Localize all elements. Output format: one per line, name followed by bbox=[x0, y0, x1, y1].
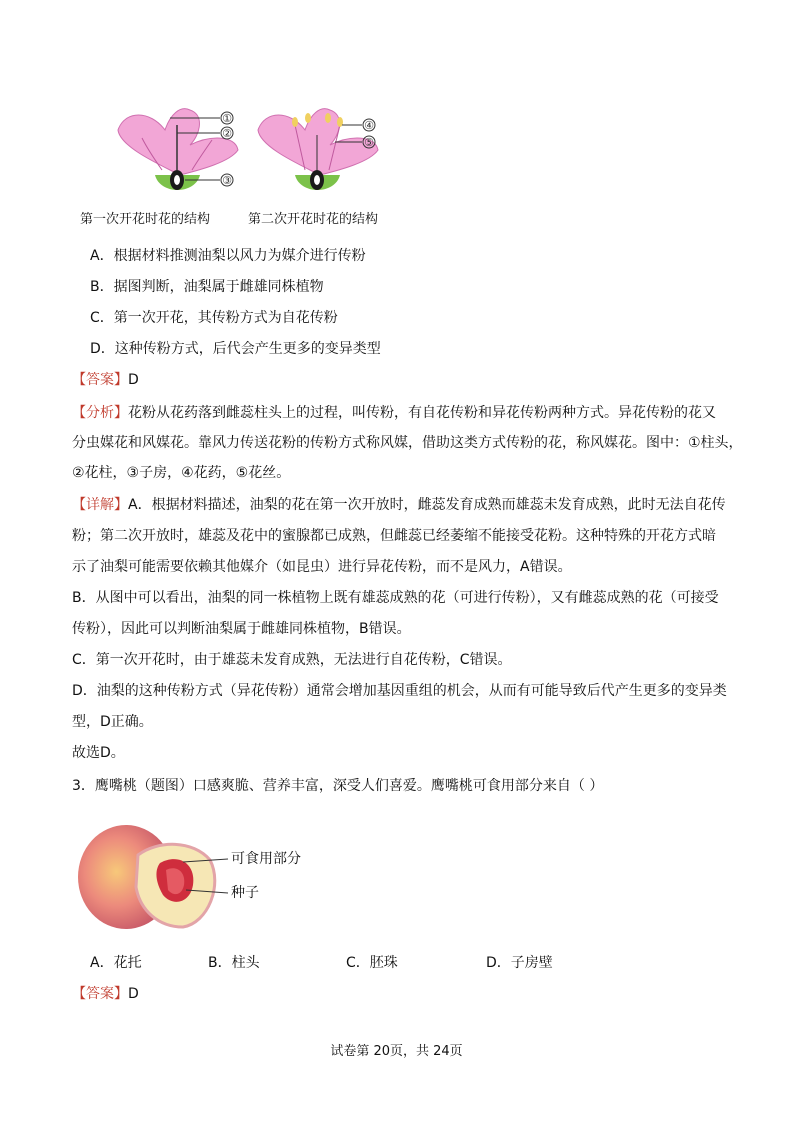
q3-option-c: C．胚珠 bbox=[346, 955, 398, 971]
q2-option-d: D．这种传粉方式，后代会产生更多的变异类型 bbox=[90, 341, 381, 357]
detail-tag: 【详解】 bbox=[72, 497, 128, 513]
analysis-line-2: 分虫媒花和风媒花。靠风力传送花粉的传粉方式称风媒，借助这类方式传粉的花，称风媒花。图中：①柱头， bbox=[72, 435, 743, 451]
marker-2: ② bbox=[222, 127, 232, 140]
page-footer: 试卷第 20页，共 24页 bbox=[330, 1044, 463, 1059]
q3-option-b: B．柱头 bbox=[208, 955, 260, 971]
q3-option-d: D．子房壁 bbox=[486, 955, 553, 971]
caption-first-bloom: 第一次开花时花的结构 bbox=[80, 212, 211, 227]
peach-figure bbox=[78, 815, 318, 935]
marker-4: ④ bbox=[364, 119, 374, 132]
answer-tag: 【答案】 bbox=[72, 372, 128, 388]
label-seed: 种子 bbox=[231, 885, 259, 901]
detail-line-5: 传粉），因此可以判断油梨属于雌雄同株植物，B错误。 bbox=[72, 621, 411, 637]
flower-second-bloom bbox=[258, 109, 378, 190]
q3-answer-tag: 【答案】 bbox=[72, 986, 128, 1002]
detail-line-9: 故选D。 bbox=[72, 745, 125, 761]
caption-second-bloom: 第二次开花时花的结构 bbox=[248, 212, 379, 227]
detail-line-1 bbox=[72, 495, 726, 515]
marker-3: ③ bbox=[222, 174, 232, 187]
label-edible-part: 可食用部分 bbox=[231, 851, 301, 867]
analysis-text-1: 花粉从花药落到雌蕊柱头上的过程，叫传粉，有自花传粉和异花传粉两种方式。异花传粉的花又 bbox=[128, 405, 716, 421]
answer-value: D bbox=[128, 372, 139, 388]
q3-stem: 3．鹰嘴桃（题图）口感爽脆、营养丰富，深受人们喜爱。鹰嘴桃可食用部分来自（ ） bbox=[72, 778, 604, 794]
detail-line-3: 示了油梨可能需要依赖其他媒介（如昆虫）进行异花传粉，而不是风力，A错误。 bbox=[72, 559, 572, 575]
analysis-tag: 【分析】 bbox=[72, 405, 128, 421]
analysis-line-1 bbox=[72, 403, 716, 423]
detail-line-2: 粉；第二次开放时，雄蕊及花中的蜜腺都已成熟，但雌蕊已经萎缩不能接受花粉。这种特殊的开花方式暗 bbox=[72, 528, 716, 544]
detail-line-6: C．第一次开花时，由于雄蕊未发育成熟，无法进行自花传粉，C错误。 bbox=[72, 652, 512, 668]
q2-option-c: C．第一次开花，其传粉方式为自花传粉 bbox=[90, 310, 338, 326]
detail-line-4: B．从图中可以看出，油梨的同一株植物上既有雄蕊成熟的花（可进行传粉），又有雌蕊成熟的花（可接受 bbox=[72, 590, 719, 606]
detail-line-8: 型，D正确。 bbox=[72, 714, 153, 730]
flower-figure bbox=[80, 100, 410, 240]
q2-answer bbox=[72, 370, 139, 390]
q2-option-b: B．据图判断，油梨属于雌雄同株植物 bbox=[90, 279, 324, 295]
flower-diagram bbox=[80, 100, 410, 210]
detail-text-1: A．根据材料描述，油梨的花在第一次开放时，雌蕊发育成熟而雄蕊未发育成熟，此时无法自花传 bbox=[128, 497, 726, 513]
q2-option-a: A．根据材料推测油梨以风力为媒介进行传粉 bbox=[90, 248, 366, 264]
flower-first-bloom bbox=[118, 109, 238, 190]
peach-image bbox=[78, 815, 318, 935]
q3-answer-value: D bbox=[128, 986, 139, 1002]
q3-option-a: A．花托 bbox=[90, 955, 142, 971]
marker-1: ① bbox=[222, 112, 232, 125]
detail-line-7: D．油梨的这种传粉方式（异花传粉）通常会增加基因重组的机会，从而有可能导致后代产生更多的变异类 bbox=[72, 683, 727, 699]
marker-5: ⑤ bbox=[364, 136, 374, 149]
q3-answer bbox=[72, 984, 139, 1004]
analysis-line-3: ②花柱，③子房，④花药，⑤花丝。 bbox=[72, 465, 291, 481]
